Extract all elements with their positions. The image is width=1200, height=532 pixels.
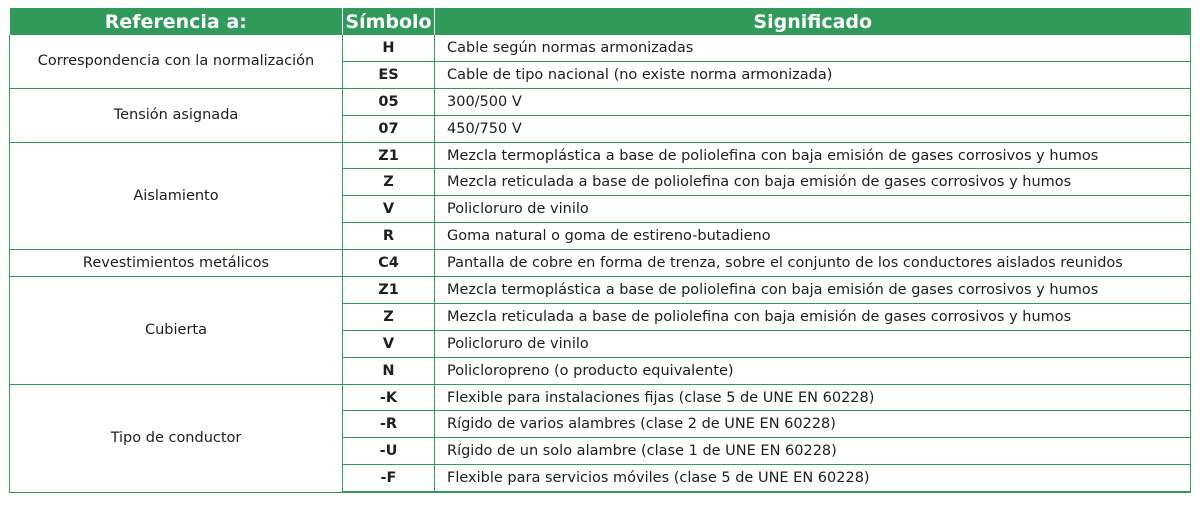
meaning-cell: Rígido de varios alambres (clase 2 de UNE EN 60228) [435,411,1191,438]
table-row [10,88,1191,115]
table-row [10,35,1191,61]
meaning-cell: Goma natural o goma de estireno-butadieno [435,223,1191,250]
symbol-cell: -F [343,465,435,492]
cable-designation-table [9,8,1191,493]
meaning-cell: Mezcla reticulada a base de poliolefina con baja emisión de gases corrosivos y humos [435,303,1191,330]
meaning-cell: Cable según normas armonizadas [435,35,1191,61]
meaning-cell: Pantalla de cobre en forma de trenza, sobre el conjunto de los conductores aislados reunidos [435,250,1191,277]
meaning-cell: 450/750 V [435,115,1191,142]
table-row [10,384,1191,411]
meaning-cell: 300/500 V [435,88,1191,115]
header-symbol: Símbolo [343,8,435,35]
meaning-cell: Flexible para instalaciones fijas (clase 5 de UNE EN 60228) [435,384,1191,411]
table-header [10,8,1191,35]
cable-designation-table-wrapper [9,8,1190,493]
symbol-cell: H [343,35,435,61]
meaning-cell: Rígido de un solo alambre (clase 1 de UNE EN 60228) [435,438,1191,465]
reference-cell: Tipo de conductor [10,384,343,492]
symbol-cell: -R [343,411,435,438]
meaning-cell: Mezcla reticulada a base de poliolefina con baja emisión de gases corrosivos y humos [435,169,1191,196]
symbol-cell: V [343,330,435,357]
header-meaning: Significado [435,8,1191,35]
symbol-cell: Z1 [343,142,435,169]
table-row [10,250,1191,277]
symbol-cell: Z [343,303,435,330]
reference-cell: Revestimientos metálicos [10,250,343,277]
reference-cell: Aislamiento [10,142,343,250]
symbol-cell: 07 [343,115,435,142]
meaning-cell: Flexible para servicios móviles (clase 5 de UNE EN 60228) [435,465,1191,492]
table-body [10,35,1191,492]
meaning-cell: Policloruro de vinilo [435,196,1191,223]
reference-cell: Correspondencia con la normalización [10,35,343,88]
table-row [10,142,1191,169]
symbol-cell: -U [343,438,435,465]
header-reference: Referencia a: [10,8,343,35]
symbol-cell: R [343,223,435,250]
symbol-cell: C4 [343,250,435,277]
meaning-cell: Mezcla termoplástica a base de poliolefina con baja emisión de gases corrosivos y humos [435,277,1191,304]
meaning-cell: Cable de tipo nacional (no existe norma armonizada) [435,61,1191,88]
symbol-cell: V [343,196,435,223]
meaning-cell: Mezcla termoplástica a base de poliolefina con baja emisión de gases corrosivos y humos [435,142,1191,169]
reference-cell: Cubierta [10,277,343,385]
meaning-cell: Policloruro de vinilo [435,330,1191,357]
header-row [10,8,1191,35]
symbol-cell: 05 [343,88,435,115]
symbol-cell: Z1 [343,277,435,304]
symbol-cell: ES [343,61,435,88]
reference-cell: Tensión asignada [10,88,343,142]
table-row [10,277,1191,304]
meaning-cell: Policloropreno (o producto equivalente) [435,357,1191,384]
symbol-cell: N [343,357,435,384]
symbol-cell: Z [343,169,435,196]
symbol-cell: -K [343,384,435,411]
